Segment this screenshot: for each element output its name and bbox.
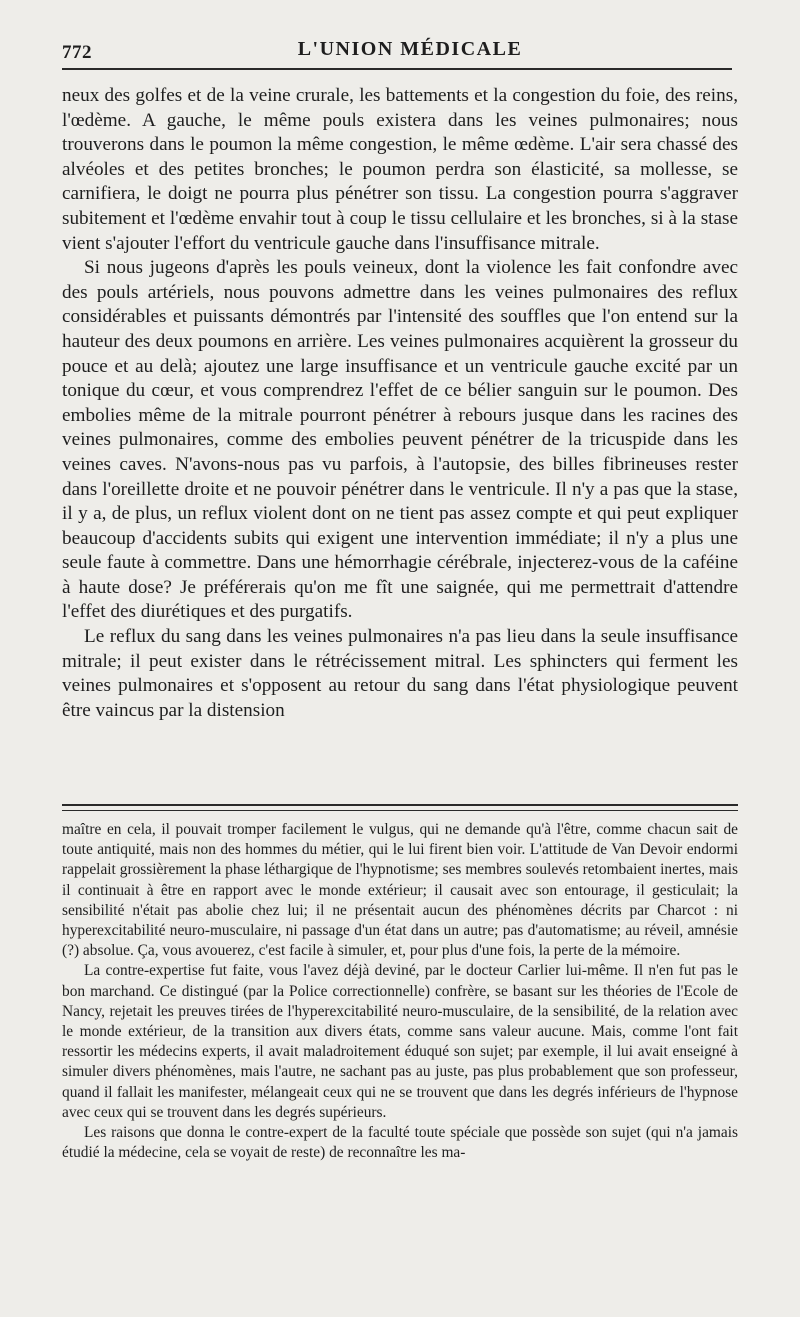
page-number: 772 <box>62 42 92 63</box>
footnote-paragraph: maître en cela, il pouvait tromper facilement le vulgus, qui ne demande qu'à l'être, comme chacun sait de toute antiquité, mais non des hommes du métier, qui le lui firent bien voir. L'attitude de Van Devoir endormi rappelait grossièrement la phase léthargique de l'hypnotisme; ses membres soulevés retombaient inertes, mais il continuait à être en rapport avec le monde extérieur; il causait avec son entourage, il gesticulait; la sensibilité n'était pas abolie chez lui; il ne présentait aucun des phénomènes décrits par Charcot : ni hyperexcitabilité neuro-musculaire, ni passage d'un état dans un autre; pas d'automatisme; au réveil, amnésie (?) absolue. Ça, vous avouerez, c'est facile à simuler, et, pour plus d'une fois, la perte de la mémoire. <box>62 821 738 960</box>
footnote-paragraph: La contre-expertise fut faite, vous l'avez déjà deviné, par le docteur Carlier lui-même. Il n'en fut pas le bon marchand. Ce distingué (par la Police correctionnelle) confrère, se basant sur les théories de l'Ecole de Nancy, rejetait les preuves tirées de l'hyperexcitabilité neuro-musculaire, de la sensibilité, de la relation avec le monde extérieur, de la transition aux divers états, comme sans valeur aucune. Mais, comme l'ont fait ressortir les médecins experts, il avait maladroitement éduqué son sujet; par exemple, il lui avait enseigné à simuler divers phénomènes, mais l'autre, ne sachant pas au juste, pas plus probablement que son professeur, quand il fallait les manifester, mélangeait ceux qui ne se trouvent que dans les degrés inférieurs de l'hypnose avec ceux qui se trouvent dans les degrés supérieurs. <box>62 962 738 1121</box>
footnotes <box>62 820 738 1163</box>
running-title: L'UNION MÉDICALE <box>297 38 523 60</box>
footnote-paragraph: Les raisons que donna le contre-expert de la faculté toute spéciale que possède son sujet (qui n'a jamais étudié la médecine, cela se voyait de reste) de reconnaître les ma- <box>62 1124 738 1162</box>
header-rule <box>62 68 732 70</box>
footnote-separator-rule <box>62 804 738 811</box>
body-text <box>62 84 738 723</box>
body-paragraph: neux des golfes et de la veine crurale, les battements et la congestion du foie, des reins, l'œdème. A gauche, le même pouls existera dans les veines pulmonaires; nous trouverons dans le poumon la même congestion, le même œdème. L'air sera chassé des alvéoles et des petites bronches; le poumon perdra son élasticité, sa mollesse, se carnifiera, le doigt ne pourra plus pénétrer son tissu. La congestion pourra s'aggraver subitement et l'œdème envahir tout à coup le tissu cellulaire et les bronches, si à la stase vient s'ajouter l'effort du ventricule gauche dans l'insuffisance mitrale. <box>62 85 738 254</box>
body-paragraph: Le reflux du sang dans les veines pulmonaires n'a pas lieu dans la seule insuffisance mitrale; il peut exister dans le rétrécissement mitral. Les sphincters qui ferment les veines pulmonaires et s'opposent au retour du sang dans l'état physiologique peuvent être vaincus par la distension <box>62 626 738 721</box>
body-paragraph: Si nous jugeons d'après les pouls veineux, dont la violence les fait confondre avec des pouls artériels, nous pouvons admettre dans les veines pulmonaires des reflux considérables et puissants démontrés par l'intensité des souffles que l'on entend sur la hauteur des deux poumons en arrière. Les veines pulmonaires acquièrent la grosseur du pouce et au delà; ajoutez une large insuffisance et un ventricule gauche excité par un tonique du cœur, et vous comprendrez l'effet de ce bélier sanguin sur le poumon. Des embolies même de la mitrale pourront pénétrer à rebours jusque dans les racines des veines pulmonaires, comme des embolies peuvent pénétrer de la tricuspide dans les veines caves. N'avons-nous pas vu parfois, à l'autopsie, des billes fibrineuses rester dans l'oreillette droite et ne pouvoir pénétrer dans le ventricule. Il n'y a pas que la stase, il y a, de plus, un reflux violent dont on ne tient pas assez compte et qui peut expliquer beaucoup d'accidents subits qui exigent une intervention immédiate; il n'y a plus une seule faute à commettre. Dans une hémorrhagie cérébrale, injecterez-vous de la caféine à haute dose? Je préférerais qu'on me fît une saignée, qui me permettrait d'attendre l'effet des diurétiques et des purgatifs. <box>62 257 738 623</box>
